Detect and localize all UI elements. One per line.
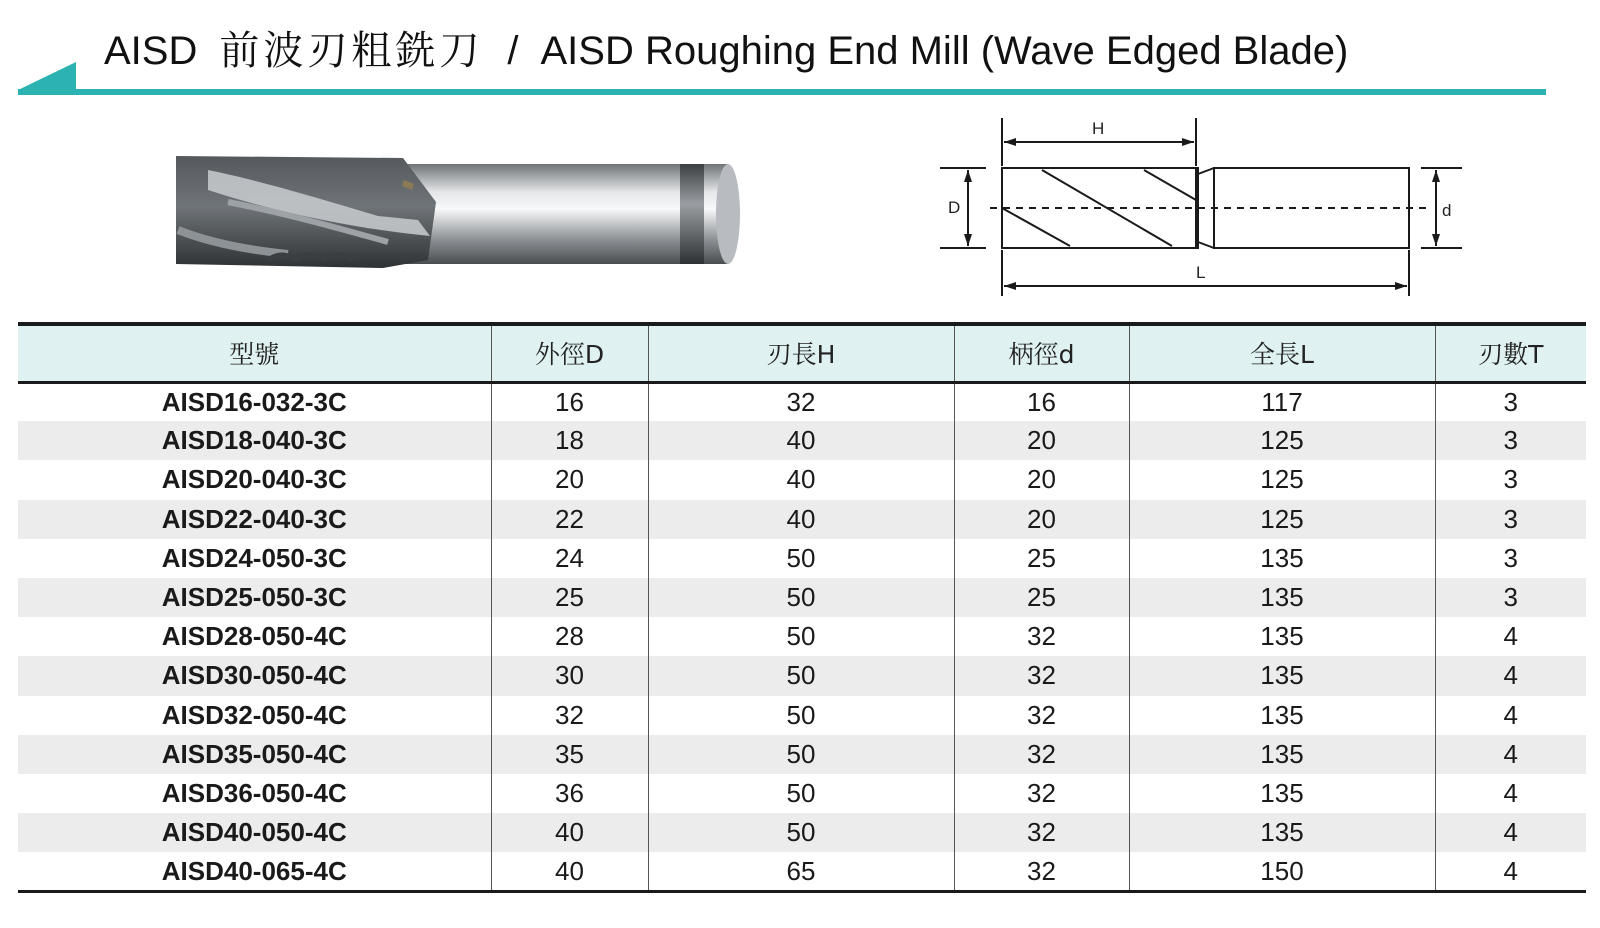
table-row — [18, 539, 1586, 578]
cell-overall-length: 150 — [1129, 852, 1435, 891]
page-title — [104, 26, 1348, 76]
cell-model: AISD22-040-3C — [161, 503, 347, 534]
table-row — [18, 813, 1586, 852]
cell-outer-diameter: 35 — [491, 735, 648, 774]
cell-model: AISD24-050-3C — [161, 542, 347, 573]
cell-model: AISD18-040-3C — [161, 425, 347, 456]
cell-flute-count: 3 — [1435, 578, 1586, 617]
cell-model: AISD35-050-4C — [161, 738, 347, 769]
cell-flute-length: 50 — [648, 696, 954, 735]
cell-flute-count: 3 — [1435, 421, 1586, 460]
cell-outer-diameter: 20 — [491, 460, 648, 499]
cell-flute-length: 50 — [648, 578, 954, 617]
cell-shank-diameter: 32 — [954, 852, 1129, 891]
label-d-outer: D — [948, 198, 961, 217]
cell-model: AISD40-065-4C — [18, 852, 491, 891]
cell-model: AISD36-050-4C — [161, 777, 347, 808]
table-row — [18, 421, 1586, 460]
header-outer-diameter: 外徑D — [491, 324, 648, 382]
cell-overall-length: 135 — [1129, 735, 1435, 774]
cell-overall-length: 135 — [1129, 539, 1435, 578]
table-row — [18, 382, 1586, 421]
cell-shank-diameter: 20 — [954, 421, 1129, 460]
cell-flute-count: 4 — [1435, 696, 1586, 735]
cell-overall-length: 135 — [1129, 578, 1435, 617]
cell-overall-length: 135 — [1129, 696, 1435, 735]
title-bar — [0, 0, 1600, 100]
header-model: 型號 — [18, 324, 491, 382]
cell-shank-diameter: 20 — [954, 460, 1129, 499]
cell-flute-count: 3 — [1435, 539, 1586, 578]
cell-shank-diameter: 20 — [954, 500, 1129, 539]
cell-shank-diameter: 25 — [954, 539, 1129, 578]
cell-flute-count: 3 — [1435, 460, 1586, 499]
cell-overall-length: 135 — [1129, 617, 1435, 656]
cell-flute-count: 4 — [1435, 774, 1586, 813]
cell-flute-length: 40 — [648, 500, 954, 539]
cell-model: AISD32-050-4C — [161, 699, 347, 730]
end-mill-photo — [168, 150, 768, 285]
table-row — [18, 852, 1586, 891]
label-l: L — [1196, 263, 1206, 282]
cell-shank-diameter: 32 — [954, 813, 1129, 852]
cell-flute-length: 50 — [648, 735, 954, 774]
cell-flute-length: 50 — [648, 813, 954, 852]
cell-shank-diameter: 32 — [954, 617, 1129, 656]
table-row — [18, 735, 1586, 774]
cell-flute-length: 50 — [648, 539, 954, 578]
cell-outer-diameter: 28 — [491, 617, 648, 656]
cell-outer-diameter: 40 — [491, 813, 648, 852]
cell-shank-diameter: 25 — [954, 578, 1129, 617]
cell-outer-diameter: 40 — [491, 852, 648, 891]
cell-shank-diameter: 32 — [954, 774, 1129, 813]
cell-model: AISD20-040-3C — [161, 464, 347, 495]
cell-overall-length: 125 — [1129, 460, 1435, 499]
cell-outer-diameter: 18 — [491, 421, 648, 460]
table-row — [18, 774, 1586, 813]
table-body — [18, 382, 1586, 891]
cell-shank-diameter: 32 — [954, 735, 1129, 774]
cell-flute-length: 32 — [648, 382, 954, 421]
title-separator: / — [507, 29, 519, 73]
header-flute-length: 刃長H — [648, 324, 954, 382]
cell-overall-length: 135 — [1129, 656, 1435, 695]
table-row — [18, 656, 1586, 695]
cell-flute-count: 4 — [1435, 852, 1586, 891]
cell-flute-length: 40 — [648, 460, 954, 499]
header-overall-length: 全長L — [1129, 324, 1435, 382]
cell-flute-count: 3 — [1435, 382, 1586, 421]
cell-flute-count: 3 — [1435, 500, 1586, 539]
cell-outer-diameter: 22 — [491, 500, 648, 539]
cell-outer-diameter: 24 — [491, 539, 648, 578]
cell-outer-diameter: 16 — [491, 382, 648, 421]
cell-shank-diameter: 16 — [954, 382, 1129, 421]
title-series: AISD — [104, 29, 198, 73]
table-row — [18, 617, 1586, 656]
cell-shank-diameter: 32 — [954, 696, 1129, 735]
spec-table — [18, 322, 1586, 893]
cell-flute-count: 4 — [1435, 617, 1586, 656]
cell-flute-count: 4 — [1435, 735, 1586, 774]
cell-outer-diameter: 36 — [491, 774, 648, 813]
label-h: H — [1092, 119, 1105, 138]
cell-outer-diameter: 25 — [491, 578, 648, 617]
cell-flute-count: 4 — [1435, 656, 1586, 695]
cell-overall-length: 135 — [1129, 774, 1435, 813]
cell-overall-length: 125 — [1129, 500, 1435, 539]
label-d-shank: d — [1442, 201, 1452, 220]
cell-model: AISD28-050-4C — [161, 621, 347, 652]
cell-outer-diameter: 30 — [491, 656, 648, 695]
cell-model: AISD40-050-4C — [161, 817, 347, 848]
cell-model: AISD25-050-3C — [161, 582, 347, 613]
cell-flute-length: 65 — [648, 852, 954, 891]
cell-flute-length: 40 — [648, 421, 954, 460]
title-chinese: 前波刃粗銑刀 — [219, 29, 484, 73]
cell-overall-length: 125 — [1129, 421, 1435, 460]
cell-overall-length: 135 — [1129, 813, 1435, 852]
cell-flute-length: 50 — [648, 774, 954, 813]
table-row — [18, 460, 1586, 499]
header-shank-diameter: 柄徑d — [954, 324, 1129, 382]
cell-shank-diameter: 32 — [954, 656, 1129, 695]
title-english: AISD Roughing End Mill (Wave Edged Blade) — [540, 29, 1349, 73]
table-header-row — [18, 324, 1586, 382]
cell-model: AISD16-032-3C — [161, 386, 347, 417]
cell-outer-diameter: 32 — [491, 696, 648, 735]
table-row — [18, 578, 1586, 617]
cell-model: AISD30-050-4C — [161, 660, 347, 691]
cell-overall-length: 117 — [1129, 382, 1435, 421]
header-flute-count: 刃數T — [1435, 324, 1586, 382]
cell-flute-length: 50 — [648, 656, 954, 695]
table-row — [18, 500, 1586, 539]
table-row — [18, 696, 1586, 735]
cell-flute-length: 50 — [648, 617, 954, 656]
cell-flute-count: 4 — [1435, 813, 1586, 852]
dimension-diagram — [930, 110, 1490, 310]
